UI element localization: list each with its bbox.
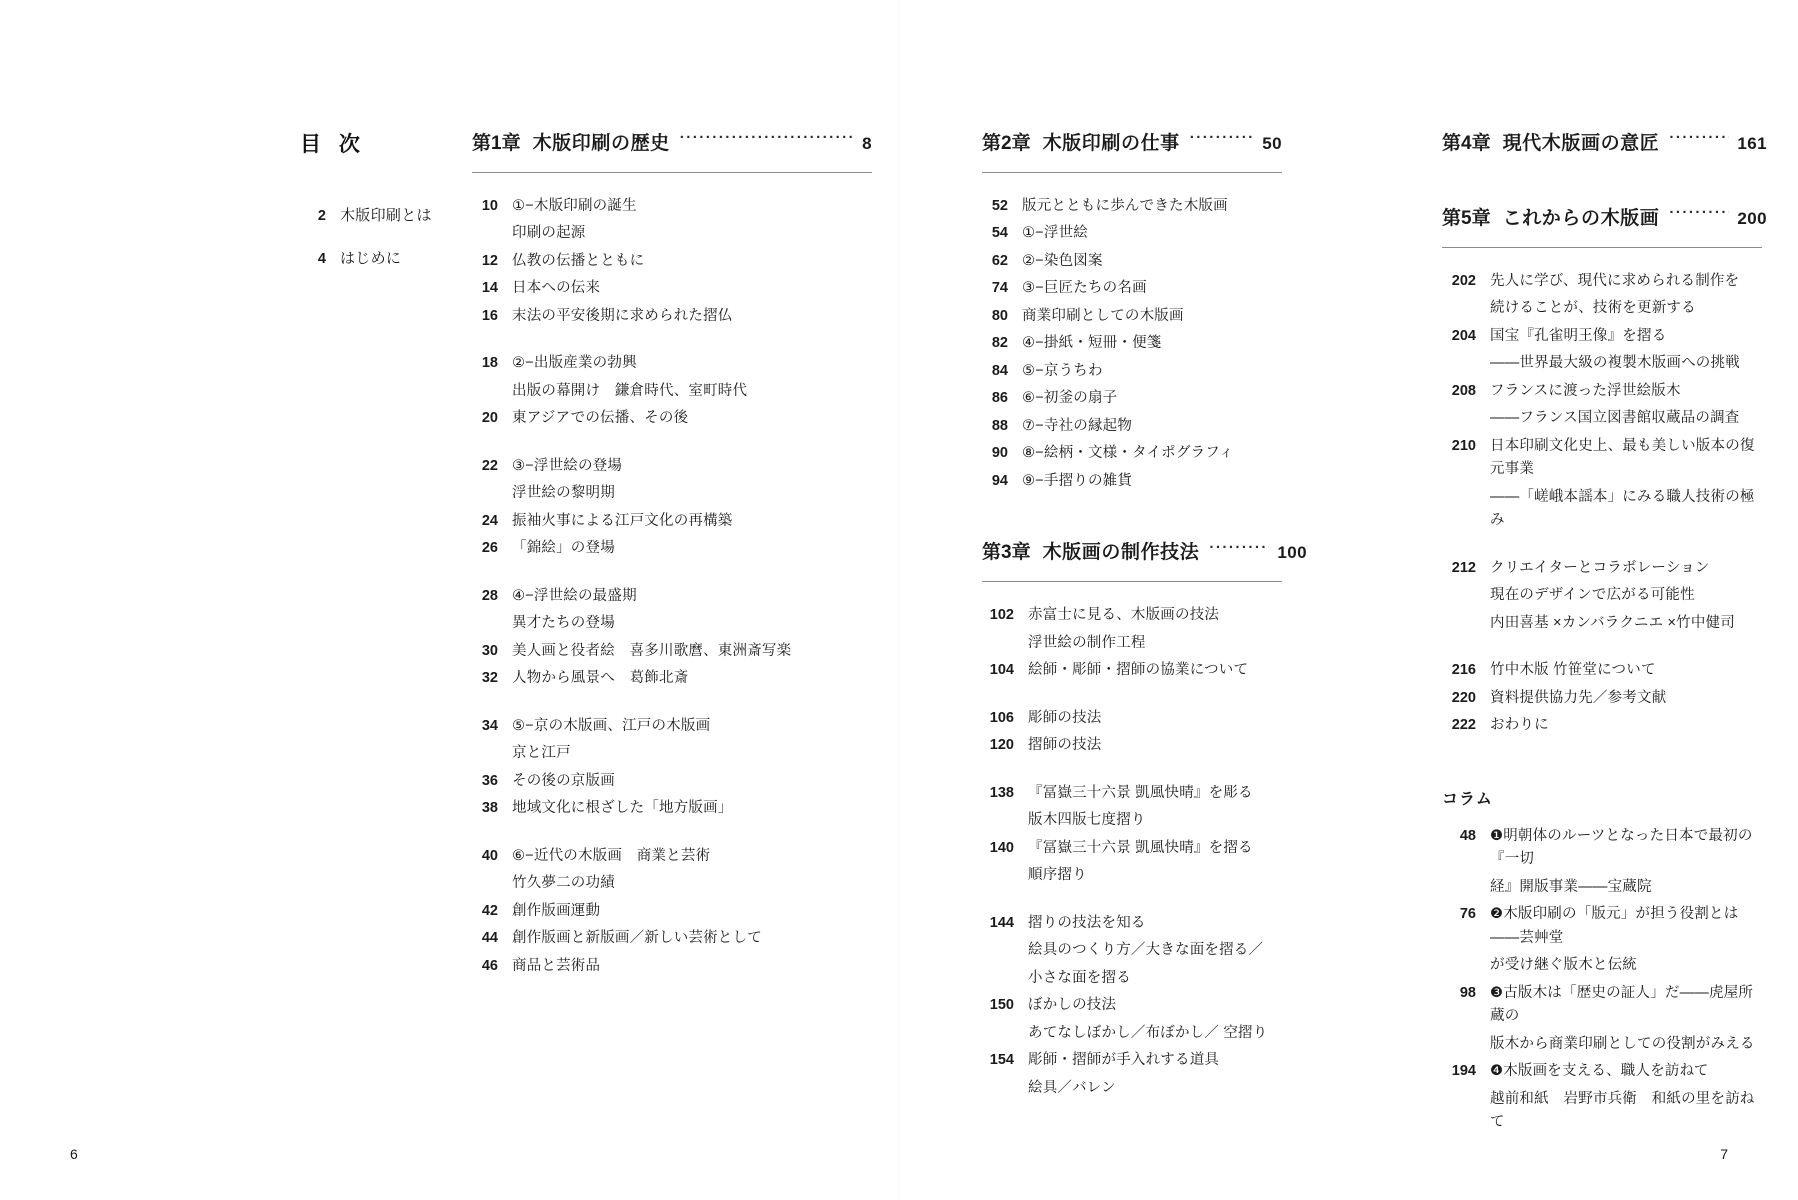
toc-entry[interactable]	[1442, 486, 1762, 533]
chapter-1-header[interactable]	[472, 128, 872, 155]
chapter-2-title: 木版印刷の仕事	[1042, 133, 1180, 154]
toc-entry-page-number: 82	[991, 335, 1008, 352]
chapter-5-rule	[1442, 247, 1762, 248]
toc-entry-page-number: 46	[481, 957, 498, 974]
toc-entry-page-number: 102	[989, 607, 1014, 624]
toc-entry-page-number: 10	[481, 198, 498, 214]
toc-entry-page-number: 150	[989, 997, 1014, 1014]
toc-entry[interactable]	[1442, 1060, 1762, 1083]
chapter-2-page: 50	[1262, 134, 1282, 153]
toc-entry-label: 商業印刷としての木版画	[1022, 307, 1184, 324]
toc-entry-page-number: 12	[481, 252, 498, 269]
toc-columns	[0, 128, 1798, 1139]
toc-entry-label: 出版の幕開け 鎌倉時代、室町時代	[512, 382, 748, 399]
toc-entry[interactable]	[1442, 876, 1762, 899]
toc-entry[interactable]	[982, 604, 1282, 627]
toc-entry[interactable]	[1442, 659, 1762, 682]
chapter-1-number: 第1章	[472, 133, 521, 154]
toc-entry[interactable]	[1442, 825, 1762, 872]
toc-entry[interactable]	[472, 797, 872, 820]
leader-dots	[1669, 205, 1729, 224]
chapter-1-block	[472, 128, 872, 978]
toc-entry-page-number: 220	[1451, 689, 1476, 706]
chapter-2-entries	[982, 195, 1282, 493]
toc-entry[interactable]	[982, 442, 1282, 465]
toc-entry-label: 浮世絵の制作工程	[1028, 634, 1146, 651]
entry-group-spacer	[982, 687, 1282, 707]
toc-entry-label: ③−浮世絵の登場	[512, 457, 623, 474]
toc-entry-label: おわりに	[1490, 717, 1549, 734]
toc-entry-label: 国宝『孔雀明王像』を摺る	[1490, 327, 1667, 344]
toc-entry[interactable]	[472, 955, 872, 978]
toc-entry[interactable]	[1442, 557, 1762, 580]
leader-dots	[1190, 130, 1255, 149]
toc-entry[interactable]	[1442, 325, 1762, 348]
toc-entry-label: ③−巨匠たちの名画	[1022, 280, 1147, 297]
toc-entry-page-number: 54	[991, 225, 1008, 242]
entry-group-spacer	[472, 435, 872, 455]
toc-entry-label: 絵具のつくり方／大きな面を摺る／	[1028, 942, 1264, 959]
toc-entry-label: ❹木版画を支える、職人を訪ねて	[1490, 1063, 1709, 1080]
toc-entry-label: 地域文化に根ざした「地方版画」	[512, 800, 733, 817]
toc-entry[interactable]	[982, 939, 1282, 962]
toc-entry[interactable]	[982, 305, 1282, 328]
toc-entry-page-number: 34	[481, 717, 498, 734]
toc-entry-page-number: 32	[481, 670, 498, 687]
toc-entry[interactable]	[472, 640, 872, 663]
chapter-4-block	[1442, 128, 1767, 155]
toc-entry-page-number: 94	[991, 472, 1008, 489]
toc-entry[interactable]	[982, 912, 1282, 935]
toc-entry-label: 順序摺り	[1028, 867, 1087, 884]
chapter-3-page: 100	[1277, 543, 1307, 563]
toc-entry[interactable]	[982, 994, 1282, 1017]
chapter-5-page: 200	[1737, 209, 1767, 228]
toc-entry[interactable]	[472, 770, 872, 793]
toc-entry-page-number: 138	[989, 784, 1014, 801]
toc-entry[interactable]	[982, 277, 1282, 300]
toc-entry-label: 彫師の技法	[1028, 709, 1102, 726]
toc-entry-page-number: 106	[989, 709, 1014, 726]
front-matter-page-number: 4	[317, 251, 326, 267]
toc-entry-label: 浮世絵の黎明期	[512, 485, 615, 502]
toc-entry-label: 版元とともに歩んできた木版画	[1022, 198, 1228, 214]
toc-entry[interactable]	[982, 250, 1282, 273]
toc-entry[interactable]	[472, 455, 872, 478]
section-spacer	[1442, 155, 1762, 203]
toc-entry[interactable]	[1442, 1088, 1762, 1135]
toc-entry-label: 小さな面を摺る	[1028, 969, 1131, 986]
chapter-1-page: 8	[862, 134, 872, 153]
toc-entry-label: 先人に学び、現代に求められる制作を	[1490, 273, 1740, 289]
chapter-2-rule	[982, 172, 1282, 173]
toc-entry[interactable]	[1442, 687, 1762, 710]
toc-entry-page-number: 18	[481, 355, 498, 372]
toc-entry[interactable]	[472, 845, 872, 868]
chapter-2-3-column	[982, 128, 1307, 1104]
toc-entry-label: 日本への伝来	[512, 280, 601, 297]
toc-entry-label: ——世界最大級の複製木版画への挑戦	[1490, 355, 1740, 372]
toc-entry[interactable]	[982, 387, 1282, 410]
toc-entry[interactable]	[982, 1049, 1282, 1072]
front-matter-entry[interactable]	[300, 247, 472, 268]
toc-entry-label: 東アジアでの伝播、その後	[512, 410, 689, 427]
chapter-3-rule	[982, 581, 1282, 582]
toc-entry-label: 絵具／バレン	[1028, 1079, 1116, 1096]
chapter-2-number: 第2章	[982, 133, 1031, 154]
toc-entry-label: 末法の平安後期に求められた摺仏	[512, 307, 733, 324]
toc-entry[interactable]	[982, 632, 1282, 655]
front-matter-label: 木版印刷とは	[340, 207, 432, 224]
leader-dots	[680, 130, 854, 149]
toc-entry-page-number: 104	[989, 662, 1014, 679]
folio-left: 6	[70, 1146, 78, 1162]
toc-entry[interactable]	[472, 407, 872, 430]
toc-entry[interactable]	[1442, 954, 1762, 977]
toc-entry-label: ⑨−手摺りの雑貨	[1022, 472, 1133, 489]
toc-entry-label: ❶明朝体のルーツとなった日本で最初の『一切	[1490, 827, 1753, 868]
chapter-3-title: 木版画の制作技法	[1042, 542, 1200, 564]
toc-entry-label: 経』開版事業——宝蔵院	[1490, 878, 1652, 895]
toc-entry-page-number: 38	[481, 800, 498, 817]
toc-entry-page-number: 88	[991, 417, 1008, 434]
toc-entry[interactable]	[1442, 982, 1762, 1029]
toc-entry-page-number: 154	[989, 1052, 1014, 1069]
toc-entry-page-number: 212	[1451, 559, 1476, 576]
toc-entry-page-number: 216	[1451, 662, 1476, 679]
entry-group-spacer	[982, 892, 1282, 912]
toc-entry-label: 創作版画運動	[512, 902, 601, 919]
toc-entry-page-number: 14	[481, 280, 498, 297]
entry-group-spacer	[1442, 639, 1762, 659]
toc-entry-page-number: 74	[991, 280, 1008, 297]
front-matter-entry[interactable]	[300, 204, 472, 225]
toc-entry-label: 版木から商業印刷としての役割がみえる	[1490, 1035, 1755, 1052]
toc-entry-label: ❸古版木は「歴史の証人」だ——虎屋所蔵の	[1490, 984, 1754, 1025]
toc-entry[interactable]	[472, 537, 872, 560]
toc-entry-page-number: 76	[1459, 906, 1476, 923]
chapter-5-block	[1442, 203, 1767, 738]
toc-entry[interactable]	[472, 585, 872, 608]
toc-entry-label: フランスに渡った浮世絵版木	[1490, 382, 1681, 399]
chapter-5-number: 第5章	[1442, 208, 1491, 229]
toc-entry-page-number: 80	[991, 307, 1008, 324]
toc-entry-label: 摺師の技法	[1028, 737, 1102, 754]
toc-entry-label: ⑥−近代の木版画 商業と芸術	[512, 847, 711, 864]
toc-entry-label: 仏教の伝播とともに	[512, 252, 645, 269]
toc-entry-label: 版木四版七度摺り	[1028, 812, 1146, 829]
toc-entry-page-number: 30	[481, 642, 498, 659]
toc-entry[interactable]	[1442, 612, 1762, 635]
toc-entry-label: ②−染色図案	[1022, 252, 1103, 269]
toc-entry[interactable]	[1442, 380, 1762, 403]
toc-entry[interactable]	[1442, 1033, 1762, 1056]
toc-entry[interactable]	[472, 872, 872, 895]
toc-entry[interactable]	[982, 415, 1282, 438]
toc-entry[interactable]	[1442, 270, 1762, 293]
toc-entry-page-number: 24	[481, 512, 498, 529]
toc-entry-page-number: 44	[481, 930, 498, 947]
chapter-1-title: 木版印刷の歴史	[532, 133, 670, 154]
entry-group-spacer	[982, 762, 1282, 782]
front-matter-label: はじめに	[340, 250, 402, 267]
chapter-5-entries	[1442, 270, 1762, 738]
toc-entry[interactable]	[982, 809, 1282, 832]
toc-entry-label: 竹久夢二の功績	[512, 875, 615, 892]
toc-entry[interactable]	[1442, 435, 1762, 482]
toc-entry-label: 彫師・摺師が手入れする道具	[1028, 1052, 1220, 1069]
column-section-title: コラム	[1442, 790, 1493, 808]
toc-entry-page-number: 48	[1459, 827, 1476, 844]
toc-entry[interactable]	[1442, 352, 1762, 375]
toc-entry-label: ①−浮世絵	[1022, 225, 1088, 242]
toc-heading-column	[300, 128, 472, 290]
toc-entry-page-number: 62	[991, 252, 1008, 269]
toc-entry-page-number: 40	[481, 847, 498, 864]
toc-entry-label: ぼかしの技法	[1028, 997, 1117, 1014]
toc-entry[interactable]	[1442, 903, 1762, 950]
toc-entry-label: ⑧−絵柄・文様・タイポグラフィ	[1022, 445, 1234, 462]
entry-group-spacer	[1442, 537, 1762, 557]
toc-entry-page-number: 26	[481, 540, 498, 557]
toc-entry-page-number: 210	[1451, 437, 1476, 454]
toc-entry[interactable]	[472, 667, 872, 690]
toc-entry[interactable]	[472, 900, 872, 923]
toc-entry[interactable]	[472, 482, 872, 505]
toc-entry[interactable]	[472, 195, 872, 218]
toc-entry-label: 日本印刷文化史上、最も美しい版本の復元事業	[1490, 437, 1755, 478]
leader-dots	[1209, 539, 1269, 558]
chapter-1-entries	[472, 195, 872, 978]
toc-entry[interactable]	[982, 1077, 1282, 1100]
toc-entry-label: 続けることが、技術を更新する	[1490, 300, 1696, 317]
toc-entry-label: 絵師・彫師・摺師の協業について	[1028, 662, 1249, 679]
chapter-3-header[interactable]	[982, 537, 1307, 564]
toc-entry-label: 商品と芸術品	[512, 957, 601, 974]
toc-entry-label: 人物から風景へ 葛飾北斎	[512, 670, 689, 687]
toc-entry-label: 印刷の起源	[512, 225, 586, 242]
toc-entry-label: ④−浮世絵の最盛期	[512, 587, 637, 604]
folio-right: 7	[1720, 1146, 1728, 1162]
chapter-4-header[interactable]	[1442, 128, 1767, 155]
toc-entry-label: クリエイターとコラボレーション	[1490, 559, 1710, 576]
toc-entry-label: ④−掛紙・短冊・便箋	[1022, 335, 1162, 352]
toc-entry[interactable]	[982, 837, 1282, 860]
toc-entry-label: ——「嵯峨本謡本」にみる職人技術の極み	[1490, 488, 1755, 529]
toc-entry-label: 「錦絵」の登場	[512, 540, 615, 557]
toc-entry-label: ①−木版印刷の誕生	[512, 198, 637, 214]
toc-entry[interactable]	[982, 734, 1282, 757]
chapter-4-5-column	[1442, 128, 1767, 1139]
page-title: 目 次	[300, 133, 366, 156]
chapter-4-title: 現代木版画の意匠	[1502, 133, 1660, 154]
toc-entry-label: 京と江戸	[512, 745, 571, 762]
toc-entry-page-number: 144	[989, 914, 1014, 931]
toc-entry[interactable]	[982, 332, 1282, 355]
toc-entry-page-number: 194	[1451, 1063, 1476, 1080]
toc-entry-label: が受け継ぐ版木と伝統	[1490, 957, 1637, 974]
front-matter-list	[300, 204, 472, 268]
toc-entry-label: 異才たちの登場	[512, 615, 615, 632]
toc-entry-label: ⑤−京の木版画、江戸の木版画	[512, 717, 711, 734]
toc-entry-label: 摺りの技法を知る	[1028, 914, 1146, 931]
toc-entry-page-number: 28	[481, 587, 498, 604]
entry-group-spacer	[472, 825, 872, 845]
toc-entry[interactable]	[982, 360, 1282, 383]
column-entries	[1442, 825, 1762, 1135]
toc-entry[interactable]	[982, 659, 1282, 682]
front-matter-page-number: 2	[317, 208, 326, 224]
toc-entry[interactable]	[982, 222, 1282, 245]
chapter-1-rule	[472, 172, 872, 173]
toc-entry-page-number: 208	[1451, 382, 1476, 399]
chapter-4-page: 161	[1737, 134, 1767, 153]
toc-entry[interactable]	[982, 1022, 1282, 1045]
toc-entry-page-number: 86	[991, 390, 1008, 407]
toc-entry[interactable]	[1442, 584, 1762, 607]
section-spacer	[1442, 742, 1762, 786]
toc-entry-label: 『冨嶽三十六景 凱風快晴』を摺る	[1028, 839, 1253, 856]
column-section	[1442, 786, 1762, 1135]
entry-group-spacer	[472, 695, 872, 715]
chapter-1-column	[472, 128, 872, 982]
toc-entry-label: 竹中木版 竹笹堂について	[1490, 662, 1656, 679]
toc-entry[interactable]	[982, 470, 1282, 493]
chapter-3-block	[982, 537, 1307, 1100]
chapter-2-header[interactable]	[982, 128, 1282, 155]
entry-group-spacer	[472, 565, 872, 585]
chapter-4-number: 第4章	[1442, 133, 1491, 154]
toc-entry-page-number: 202	[1451, 273, 1476, 289]
toc-entry-label: 振袖火事による江戸文化の再構築	[512, 512, 733, 529]
toc-entry[interactable]	[472, 612, 872, 635]
toc-entry[interactable]	[982, 782, 1282, 805]
chapter-3-number: 第3章	[982, 542, 1031, 564]
toc-entry-page-number: 16	[481, 307, 498, 324]
toc-entry[interactable]	[1442, 297, 1762, 320]
chapter-5-header[interactable]	[1442, 203, 1767, 230]
toc-entry[interactable]	[982, 195, 1282, 218]
toc-entry-label: 越前和紙 岩野市兵衛 和紙の里を訪ねて	[1490, 1090, 1755, 1131]
toc-entry-label: 美人画と役者絵 喜多川歌麿、東洲斎写楽	[512, 642, 792, 659]
toc-entry-page-number: 90	[991, 445, 1008, 462]
toc-entry-label: ——フランス国立図書館収蔵品の調査	[1490, 410, 1740, 427]
toc-entry[interactable]	[472, 927, 872, 950]
toc-entry-page-number: 42	[481, 902, 498, 919]
toc-entry-label: ⑤−京うちわ	[1022, 362, 1103, 379]
toc-entry[interactable]	[472, 305, 872, 328]
toc-entry[interactable]	[472, 715, 872, 738]
chapter-2-block	[982, 128, 1282, 493]
toc-entry-page-number: 222	[1451, 717, 1476, 734]
toc-entry-label: 資料提供協力先／参考文献	[1490, 689, 1667, 706]
toc-entry[interactable]	[472, 510, 872, 533]
toc-entry-label: 創作版画と新版画／新しい芸術として	[512, 930, 762, 947]
toc-entry-label: 赤富士に見る、木版画の技法	[1028, 607, 1220, 624]
toc-entry[interactable]	[982, 864, 1282, 887]
section-spacer	[982, 497, 1282, 537]
toc-entry[interactable]	[982, 967, 1282, 990]
toc-entry-label: ②−出版産業の勃興	[512, 355, 637, 372]
toc-entry-page-number: 52	[991, 198, 1008, 214]
toc-entry-page-number: 98	[1459, 984, 1476, 1001]
toc-entry[interactable]	[472, 277, 872, 300]
toc-entry-page-number: 204	[1451, 327, 1476, 344]
toc-entry[interactable]	[472, 222, 872, 245]
toc-entry-label: ❷木版印刷の「版元」が担う役割とは——芸艸堂	[1490, 906, 1739, 946]
toc-entry-label: ⑦−寺社の縁起物	[1022, 417, 1133, 434]
toc-entry-page-number: 84	[991, 362, 1008, 379]
toc-entry-label: 現在のデザインで広がる可能性	[1490, 587, 1695, 604]
toc-entry[interactable]	[472, 742, 872, 765]
toc-entry-page-number: 140	[989, 839, 1014, 856]
toc-entry[interactable]	[1442, 714, 1762, 737]
toc-entry-page-number: 120	[989, 737, 1014, 754]
toc-entry[interactable]	[1442, 407, 1762, 430]
toc-entry[interactable]	[982, 707, 1282, 730]
toc-entry-label: 内田喜基 ×カンバラクニエ ×竹中健司	[1490, 614, 1735, 631]
toc-entry-label: 『冨嶽三十六景 凱風快晴』を彫る	[1028, 784, 1253, 801]
leader-dots	[1669, 130, 1729, 149]
entry-group-spacer	[472, 332, 872, 352]
toc-entry-page-number: 20	[481, 410, 498, 427]
toc-entry[interactable]	[472, 352, 872, 375]
toc-entry-label: あてなしぼかし／布ぼかし／ 空摺り	[1028, 1024, 1268, 1041]
toc-entry-label: ⑥−初釜の扇子	[1022, 390, 1118, 407]
toc-entry[interactable]	[472, 250, 872, 273]
chapter-5-title: これからの木版画	[1502, 208, 1660, 229]
chapter-3-entries	[982, 604, 1282, 1100]
toc-entry[interactable]	[472, 380, 872, 403]
toc-entry-label: その後の京版画	[512, 772, 615, 789]
toc-entry-page-number: 22	[481, 457, 498, 474]
toc-entry-page-number: 36	[481, 772, 498, 789]
